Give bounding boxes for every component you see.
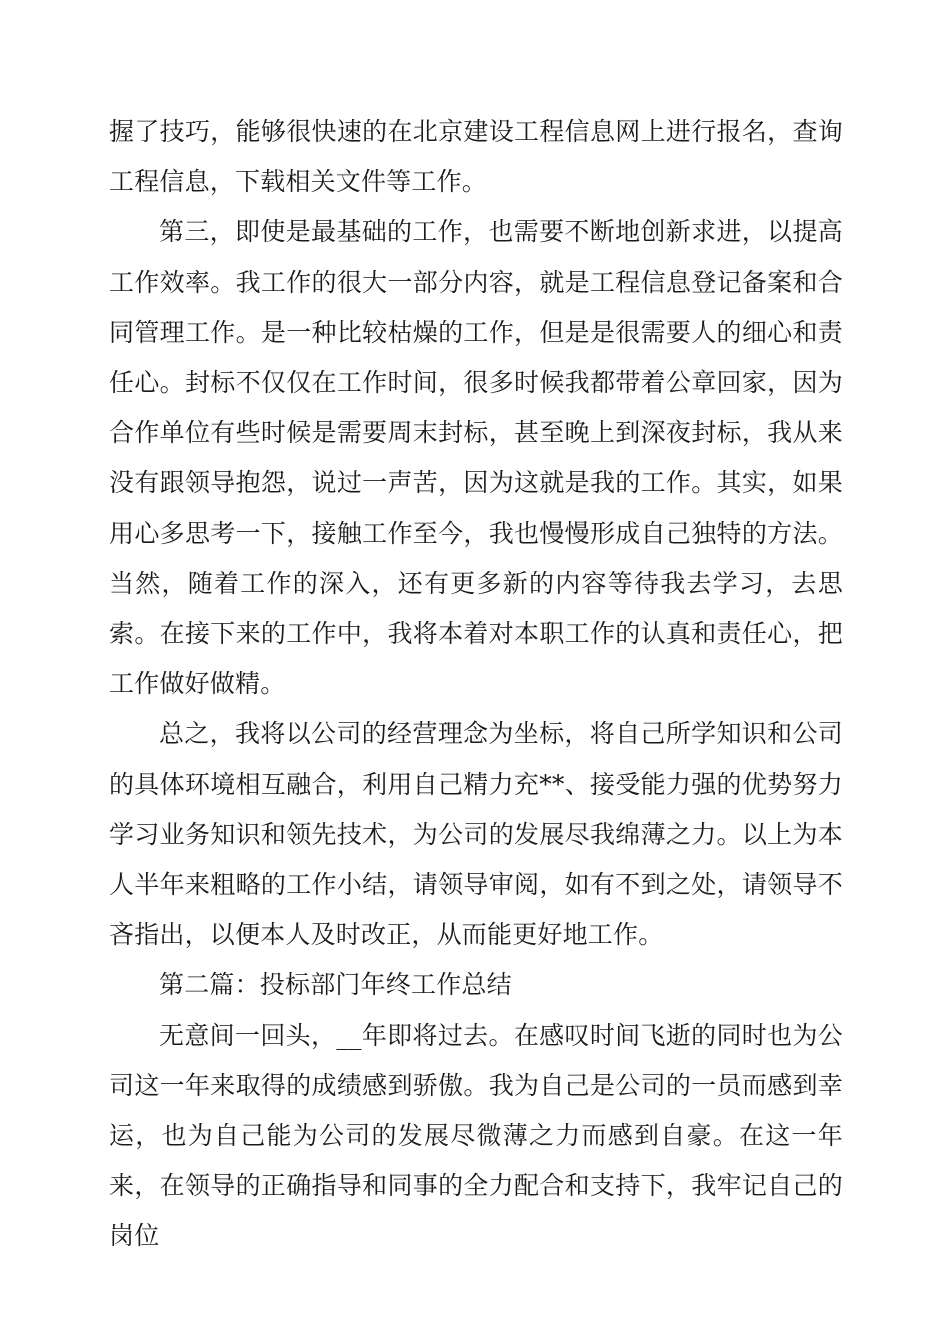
paragraph-third-point: 第三，即使是最基础的工作，也需要不断地创新求进，以提高工作效率。我工作的很大一部分内容，就是工程信息登记备案和合同管理工作。是一种比较枯燥的工作，但是是很需要人的细心和责任心。封标不仅仅在工作时间，很多时候我都带着公章回家，因为合作单位有些时候是需要周末封标，甚至晚上到深夜封标，我从来没有跟领导抱怨，说过一声苦，因为这就是我的工作。其实，如果用心多思考一下，接触工作至今，我也慢慢形成自己独特的方法。当然，随着工作的深入，还有更多新的内容等待我去学习，去思索。在接下来的工作中，我将本着对本职工作的认真和责任心，把工作做好做精。 bbox=[109, 217, 843, 699]
section-heading: 第二篇：投标部门年终工作总结 bbox=[159, 970, 512, 1000]
paragraph-conclusion: 总之，我将以公司的经营理念为坐标，将自己所学知识和公司的具体环境相互融合，利用自己精力充**、接受能力强的优势努力学习业务知识和领先技术，为公司的发展尽我绵薄之力。以上为本人半年来粗略的工作小结，请领导审阅，如有不到之处，请领导不吝指出，以便本人及时改正，从而能更好地工作。 bbox=[109, 719, 843, 950]
paragraph-year-end-intro: 无意间一回头，__年即将过去。在感叹时间飞逝的同时也为公司这一年来取得的成绩感到骄傲。我为自己是公司的一员而感到幸运，也为自己能为公司的发展尽微薄之力而感到自豪。在这一年来，在领导的正确指导和同事的全力配合和支持下，我牢记自己的岗位 bbox=[109, 1020, 843, 1251]
paragraph-continuation: 握了技巧，能够很快速的在北京建设工程信息网上进行报名，查询工程信息，下载相关文件等工作。 bbox=[109, 117, 843, 197]
document-body bbox=[109, 107, 843, 1262]
